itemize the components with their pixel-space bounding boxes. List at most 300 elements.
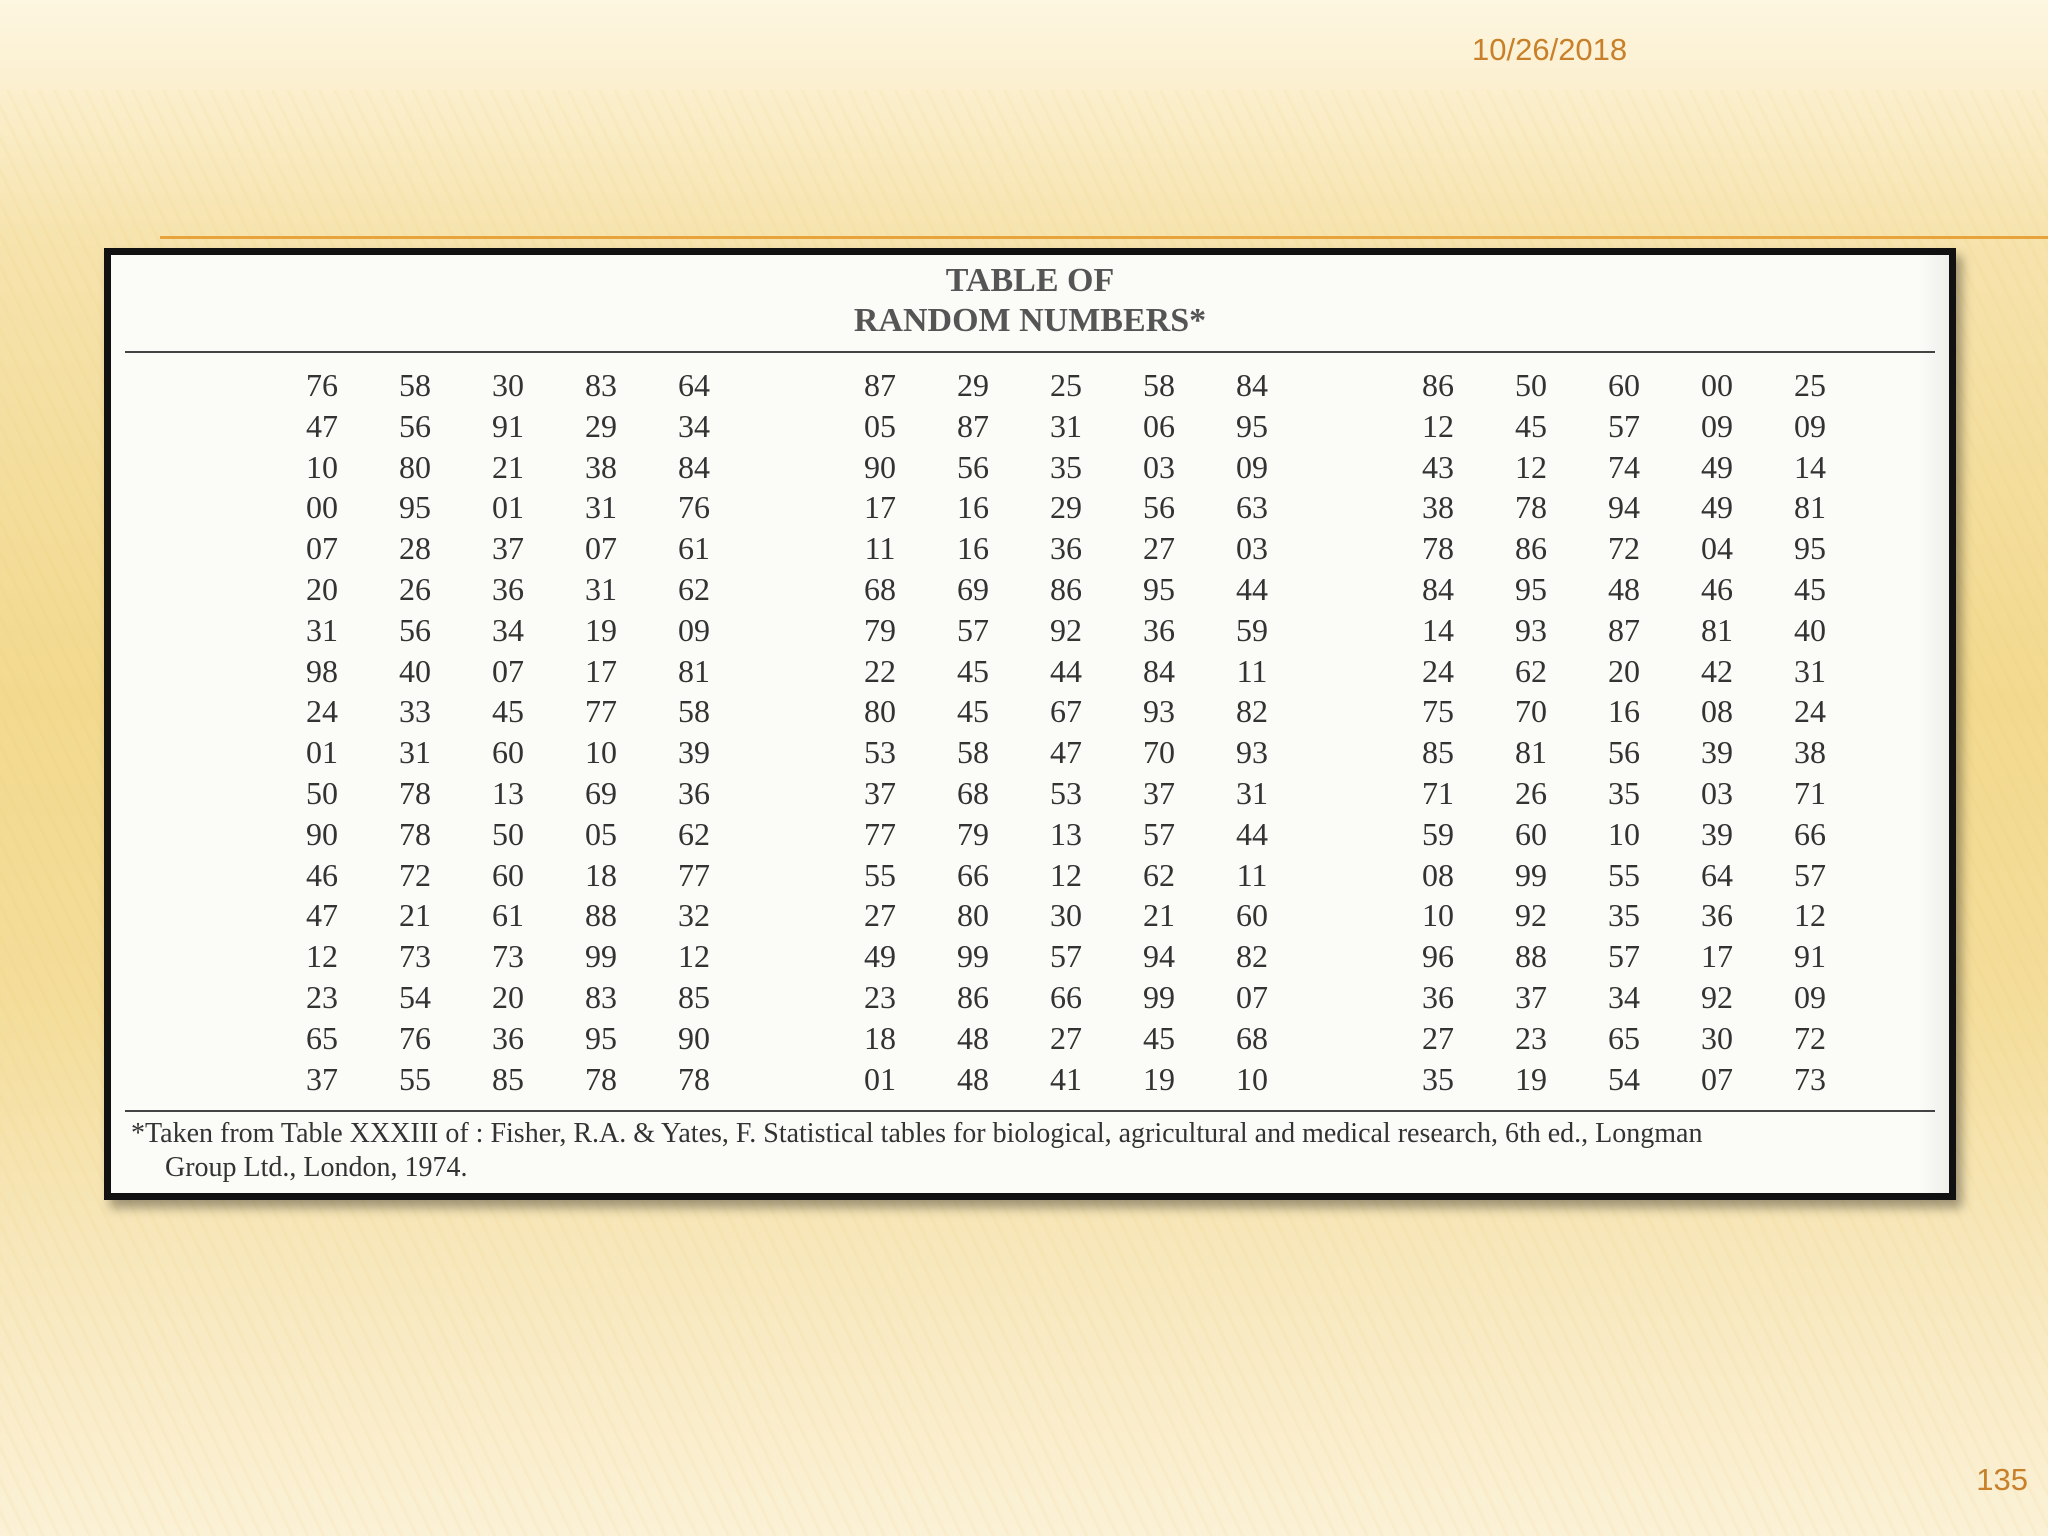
number-cell: 36 <box>1050 530 1082 567</box>
number-column <box>291 365 353 1099</box>
number-cell: 69 <box>957 570 989 607</box>
number-cell: 64 <box>678 367 710 403</box>
number-cell: 57 <box>1143 815 1175 852</box>
number-cell: 19 <box>1143 1060 1175 1097</box>
number-cell: 19 <box>1515 1060 1547 1097</box>
number-cell: 83 <box>585 367 617 403</box>
number-cell: 99 <box>1515 856 1547 893</box>
number-cell: 07 <box>585 530 617 567</box>
number-cell: 54 <box>399 978 431 1015</box>
number-cell: 68 <box>957 774 989 811</box>
number-cell: 56 <box>1608 734 1640 771</box>
number-cell: 11 <box>864 530 896 567</box>
number-column <box>1221 365 1283 1099</box>
number-cell: 95 <box>399 489 431 526</box>
number-cell: 45 <box>1794 570 1826 607</box>
number-cell: 78 <box>1422 530 1454 567</box>
number-cell: 37 <box>492 530 524 567</box>
number-cell: 35 <box>1608 897 1640 934</box>
number-cell: 61 <box>678 530 710 567</box>
number-cell: 44 <box>1236 815 1268 852</box>
number-column <box>1779 365 1841 1099</box>
number-cell: 55 <box>864 856 896 893</box>
number-cell: 05 <box>585 815 617 852</box>
number-cell: 62 <box>1143 856 1175 893</box>
number-cell: 07 <box>1236 978 1268 1015</box>
number-cell: 76 <box>399 1019 431 1056</box>
number-cell: 36 <box>1701 897 1733 934</box>
number-cell: 40 <box>399 652 431 689</box>
number-cell: 14 <box>1422 611 1454 648</box>
number-column <box>1407 365 1469 1099</box>
number-cell: 09 <box>1236 448 1268 485</box>
number-column <box>1686 365 1748 1099</box>
number-cell: 37 <box>1143 774 1175 811</box>
number-cell: 95 <box>1794 530 1826 567</box>
number-cell: 93 <box>1143 693 1175 730</box>
number-cell: 10 <box>1236 1060 1268 1097</box>
number-cell: 31 <box>399 734 431 771</box>
number-cell: 45 <box>957 693 989 730</box>
number-cell: 50 <box>1515 367 1547 403</box>
number-cell: 34 <box>1608 978 1640 1015</box>
number-cell: 10 <box>585 734 617 771</box>
number-column <box>1128 365 1190 1099</box>
random-number-grid <box>111 365 1949 1100</box>
number-cell: 29 <box>1050 489 1082 526</box>
number-cell: 68 <box>1236 1019 1268 1056</box>
number-column <box>1500 365 1562 1099</box>
number-cell: 93 <box>1515 611 1547 648</box>
number-cell: 85 <box>492 1060 524 1097</box>
number-cell: 60 <box>492 856 524 893</box>
number-cell: 88 <box>1515 938 1547 975</box>
number-column <box>1035 365 1097 1099</box>
number-cell: 99 <box>957 938 989 975</box>
number-cell: 72 <box>1794 1019 1826 1056</box>
number-cell: 49 <box>1701 489 1733 526</box>
number-cell: 27 <box>1422 1019 1454 1056</box>
number-cell: 37 <box>1515 978 1547 1015</box>
number-cell: 07 <box>1701 1060 1733 1097</box>
number-cell: 60 <box>1608 367 1640 403</box>
number-cell: 80 <box>864 693 896 730</box>
number-cell: 95 <box>1236 407 1268 444</box>
number-column <box>942 365 1004 1099</box>
number-cell: 11 <box>1236 856 1268 893</box>
number-cell: 39 <box>1701 734 1733 771</box>
number-cell: 17 <box>1701 938 1733 975</box>
number-cell: 90 <box>678 1019 710 1056</box>
number-cell: 67 <box>1050 693 1082 730</box>
number-cell: 95 <box>585 1019 617 1056</box>
footnote-line1: *Taken from Table XXXIII of : Fisher, R.A. & Yates, F. Statistical tables for biological, agricultural and medical research, 6th ed., Longman <box>131 1118 1703 1149</box>
number-cell: 54 <box>1608 1060 1640 1097</box>
table-footnote <box>131 1117 1889 1185</box>
number-cell: 95 <box>1515 570 1547 607</box>
number-cell: 65 <box>306 1019 338 1056</box>
number-cell: 00 <box>306 489 338 526</box>
number-cell: 56 <box>399 611 431 648</box>
number-cell: 44 <box>1236 570 1268 607</box>
number-cell: 12 <box>1794 897 1826 934</box>
number-cell: 18 <box>585 856 617 893</box>
number-cell: 58 <box>678 693 710 730</box>
number-cell: 95 <box>1143 570 1175 607</box>
number-cell: 12 <box>1050 856 1082 893</box>
slide-top-band <box>0 0 2048 90</box>
number-cell: 53 <box>1050 774 1082 811</box>
number-cell: 62 <box>678 570 710 607</box>
table-title-line1: TABLE OF <box>945 262 1115 299</box>
number-cell: 19 <box>585 611 617 648</box>
number-cell: 61 <box>492 897 524 934</box>
number-cell: 27 <box>1050 1019 1082 1056</box>
number-cell: 31 <box>1236 774 1268 811</box>
number-cell: 84 <box>1236 367 1268 403</box>
number-cell: 85 <box>678 978 710 1015</box>
number-column <box>570 365 632 1099</box>
number-cell: 60 <box>492 734 524 771</box>
number-cell: 70 <box>1143 734 1175 771</box>
number-cell: 76 <box>678 489 710 526</box>
number-cell: 47 <box>1050 734 1082 771</box>
number-cell: 20 <box>1608 652 1640 689</box>
number-cell: 36 <box>492 570 524 607</box>
number-cell: 17 <box>585 652 617 689</box>
number-cell: 10 <box>306 448 338 485</box>
number-cell: 29 <box>957 367 989 403</box>
number-cell: 55 <box>1608 856 1640 893</box>
number-cell: 56 <box>1143 489 1175 526</box>
slide-date: 10/26/2018 <box>1472 32 1628 67</box>
number-cell: 20 <box>306 570 338 607</box>
number-cell: 33 <box>399 693 431 730</box>
number-cell: 03 <box>1701 774 1733 811</box>
number-cell: 56 <box>399 407 431 444</box>
number-cell: 58 <box>1143 367 1175 403</box>
number-cell: 01 <box>492 489 524 526</box>
number-column <box>384 365 446 1099</box>
number-cell: 38 <box>585 448 617 485</box>
number-cell: 77 <box>585 693 617 730</box>
number-column <box>663 365 725 1099</box>
number-cell: 36 <box>1143 611 1175 648</box>
number-cell: 10 <box>1608 815 1640 852</box>
number-cell: 46 <box>306 856 338 893</box>
number-cell: 25 <box>1050 367 1082 403</box>
number-cell: 73 <box>399 938 431 975</box>
number-cell: 01 <box>864 1060 896 1097</box>
number-cell: 12 <box>1515 448 1547 485</box>
number-cell: 17 <box>864 489 896 526</box>
number-cell: 38 <box>1794 734 1826 771</box>
number-cell: 47 <box>306 897 338 934</box>
number-cell: 77 <box>864 815 896 852</box>
number-cell: 87 <box>864 367 896 403</box>
number-cell: 23 <box>306 978 338 1015</box>
number-cell: 80 <box>399 448 431 485</box>
number-column <box>477 365 539 1099</box>
number-cell: 26 <box>399 570 431 607</box>
number-cell: 34 <box>678 407 710 444</box>
number-cell: 86 <box>957 978 989 1015</box>
number-cell: 48 <box>957 1060 989 1097</box>
number-cell: 57 <box>1608 938 1640 975</box>
number-cell: 37 <box>306 1060 338 1097</box>
page-number: 135 <box>1976 1462 2028 1497</box>
number-cell: 11 <box>1236 652 1268 689</box>
number-cell: 66 <box>1050 978 1082 1015</box>
number-cell: 72 <box>1608 530 1640 567</box>
number-cell: 86 <box>1050 570 1082 607</box>
number-cell: 13 <box>1050 815 1082 852</box>
number-cell: 32 <box>678 897 710 934</box>
number-cell: 39 <box>1701 815 1733 852</box>
number-cell: 31 <box>585 489 617 526</box>
number-cell: 94 <box>1608 489 1640 526</box>
number-cell: 92 <box>1515 897 1547 934</box>
header-rule <box>160 236 2048 239</box>
number-cell: 09 <box>678 611 710 648</box>
random-numbers-table-image <box>104 248 1956 1200</box>
number-cell: 59 <box>1422 815 1454 852</box>
number-cell: 50 <box>492 815 524 852</box>
number-cell: 84 <box>678 448 710 485</box>
number-cell: 87 <box>1608 611 1640 648</box>
number-cell: 35 <box>1050 448 1082 485</box>
number-cell: 79 <box>957 815 989 852</box>
number-cell: 12 <box>306 938 338 975</box>
number-cell: 86 <box>1515 530 1547 567</box>
number-cell: 84 <box>1422 570 1454 607</box>
table-title-line2: RANDOM NUMBERS* <box>853 302 1207 339</box>
number-cell: 78 <box>399 815 431 852</box>
number-cell: 10 <box>1422 897 1454 934</box>
number-cell: 72 <box>399 856 431 893</box>
number-cell: 64 <box>1701 856 1733 893</box>
number-cell: 84 <box>1143 652 1175 689</box>
number-cell: 53 <box>864 734 896 771</box>
number-cell: 36 <box>1422 978 1454 1015</box>
number-cell: 48 <box>957 1019 989 1056</box>
number-cell: 04 <box>1701 530 1733 567</box>
number-cell: 45 <box>492 693 524 730</box>
number-cell: 27 <box>1143 530 1175 567</box>
number-cell: 31 <box>1794 652 1826 689</box>
table-top-rule <box>125 351 1935 353</box>
number-cell: 00 <box>1701 367 1733 403</box>
number-cell: 36 <box>678 774 710 811</box>
number-cell: 34 <box>492 611 524 648</box>
number-cell: 96 <box>1422 938 1454 975</box>
number-cell: 49 <box>1701 448 1733 485</box>
number-cell: 86 <box>1422 367 1454 403</box>
number-cell: 16 <box>957 489 989 526</box>
number-cell: 14 <box>1794 448 1826 485</box>
number-cell: 76 <box>306 367 338 403</box>
number-cell: 78 <box>585 1060 617 1097</box>
number-cell: 27 <box>864 897 896 934</box>
number-cell: 03 <box>1236 530 1268 567</box>
number-cell: 74 <box>1608 448 1640 485</box>
number-cell: 88 <box>585 897 617 934</box>
number-cell: 39 <box>678 734 710 771</box>
number-cell: 91 <box>492 407 524 444</box>
number-cell: 35 <box>1422 1060 1454 1097</box>
number-column <box>1593 365 1655 1099</box>
number-cell: 25 <box>1794 367 1826 403</box>
number-cell: 71 <box>1794 774 1826 811</box>
number-cell: 57 <box>1050 938 1082 975</box>
number-cell: 09 <box>1794 407 1826 444</box>
number-cell: 90 <box>864 448 896 485</box>
number-cell: 70 <box>1515 693 1547 730</box>
number-cell: 82 <box>1236 938 1268 975</box>
number-cell: 45 <box>957 652 989 689</box>
number-cell: 68 <box>864 570 896 607</box>
number-cell: 78 <box>1515 489 1547 526</box>
number-cell: 58 <box>399 367 431 403</box>
number-cell: 42 <box>1701 652 1733 689</box>
number-cell: 87 <box>957 407 989 444</box>
number-cell: 57 <box>1608 407 1640 444</box>
number-cell: 18 <box>864 1019 896 1056</box>
number-cell: 12 <box>678 938 710 975</box>
number-cell: 49 <box>864 938 896 975</box>
number-cell: 66 <box>957 856 989 893</box>
number-cell: 28 <box>399 530 431 567</box>
number-cell: 37 <box>864 774 896 811</box>
number-cell: 48 <box>1608 570 1640 607</box>
number-cell: 57 <box>957 611 989 648</box>
number-cell: 07 <box>492 652 524 689</box>
number-cell: 21 <box>492 448 524 485</box>
number-cell: 29 <box>585 407 617 444</box>
number-cell: 85 <box>1422 734 1454 771</box>
number-cell: 44 <box>1050 652 1082 689</box>
number-cell: 13 <box>492 774 524 811</box>
number-cell: 57 <box>1794 856 1826 893</box>
number-cell: 31 <box>1050 407 1082 444</box>
number-cell: 98 <box>306 652 338 689</box>
number-cell: 03 <box>1143 448 1175 485</box>
number-cell: 73 <box>492 938 524 975</box>
number-cell: 63 <box>1236 489 1268 526</box>
number-cell: 81 <box>678 652 710 689</box>
number-cell: 80 <box>957 897 989 934</box>
number-cell: 06 <box>1143 407 1175 444</box>
number-cell: 94 <box>1143 938 1175 975</box>
number-cell: 05 <box>864 407 896 444</box>
number-cell: 24 <box>1794 693 1826 730</box>
number-cell: 83 <box>585 978 617 1015</box>
number-cell: 41 <box>1050 1060 1082 1097</box>
number-cell: 08 <box>1422 856 1454 893</box>
number-cell: 21 <box>1143 897 1175 934</box>
number-cell: 92 <box>1050 611 1082 648</box>
number-cell: 12 <box>1422 407 1454 444</box>
number-cell: 56 <box>957 448 989 485</box>
number-cell: 60 <box>1236 897 1268 934</box>
number-cell: 91 <box>1794 938 1826 975</box>
number-cell: 77 <box>678 856 710 893</box>
number-cell: 75 <box>1422 693 1454 730</box>
number-cell: 92 <box>1701 978 1733 1015</box>
number-cell: 09 <box>1794 978 1826 1015</box>
number-cell: 81 <box>1701 611 1733 648</box>
number-cell: 65 <box>1608 1019 1640 1056</box>
number-cell: 23 <box>1515 1019 1547 1056</box>
number-cell: 31 <box>585 570 617 607</box>
scan-edge-shadow <box>1919 255 1949 1193</box>
number-cell: 78 <box>399 774 431 811</box>
number-cell: 16 <box>957 530 989 567</box>
number-cell: 46 <box>1701 570 1733 607</box>
number-cell: 59 <box>1236 611 1268 648</box>
number-cell: 66 <box>1794 815 1826 852</box>
number-cell: 82 <box>1236 693 1268 730</box>
number-cell: 43 <box>1422 448 1454 485</box>
table-title <box>111 261 1949 341</box>
number-cell: 71 <box>1422 774 1454 811</box>
number-cell: 78 <box>678 1060 710 1097</box>
number-cell: 22 <box>864 652 896 689</box>
number-cell: 45 <box>1515 407 1547 444</box>
number-cell: 40 <box>1794 611 1826 648</box>
number-cell: 62 <box>678 815 710 852</box>
number-cell: 47 <box>306 407 338 444</box>
number-cell: 26 <box>1515 774 1547 811</box>
number-cell: 99 <box>585 938 617 975</box>
number-cell: 45 <box>1143 1019 1175 1056</box>
number-cell: 50 <box>306 774 338 811</box>
number-cell: 01 <box>306 734 338 771</box>
number-cell: 79 <box>864 611 896 648</box>
number-cell: 90 <box>306 815 338 852</box>
number-cell: 09 <box>1701 407 1733 444</box>
number-cell: 81 <box>1794 489 1826 526</box>
number-cell: 35 <box>1608 774 1640 811</box>
number-cell: 23 <box>864 978 896 1015</box>
number-column <box>849 365 911 1099</box>
number-cell: 31 <box>306 611 338 648</box>
number-cell: 38 <box>1422 489 1454 526</box>
number-cell: 69 <box>585 774 617 811</box>
number-cell: 24 <box>1422 652 1454 689</box>
table-bottom-rule <box>125 1110 1935 1112</box>
number-cell: 24 <box>306 693 338 730</box>
number-cell: 36 <box>492 1019 524 1056</box>
number-cell: 60 <box>1515 815 1547 852</box>
number-cell: 30 <box>492 367 524 403</box>
number-cell: 93 <box>1236 734 1268 771</box>
number-cell: 99 <box>1143 978 1175 1015</box>
number-cell: 07 <box>306 530 338 567</box>
number-cell: 16 <box>1608 693 1640 730</box>
number-cell: 81 <box>1515 734 1547 771</box>
number-cell: 20 <box>492 978 524 1015</box>
number-cell: 73 <box>1794 1060 1826 1097</box>
footnote-line2: Group Ltd., London, 1974. <box>165 1152 468 1183</box>
number-cell: 62 <box>1515 652 1547 689</box>
number-cell: 21 <box>399 897 431 934</box>
number-cell: 55 <box>399 1060 431 1097</box>
number-cell: 08 <box>1701 693 1733 730</box>
number-cell: 58 <box>957 734 989 771</box>
number-cell: 30 <box>1050 897 1082 934</box>
number-cell: 30 <box>1701 1019 1733 1056</box>
